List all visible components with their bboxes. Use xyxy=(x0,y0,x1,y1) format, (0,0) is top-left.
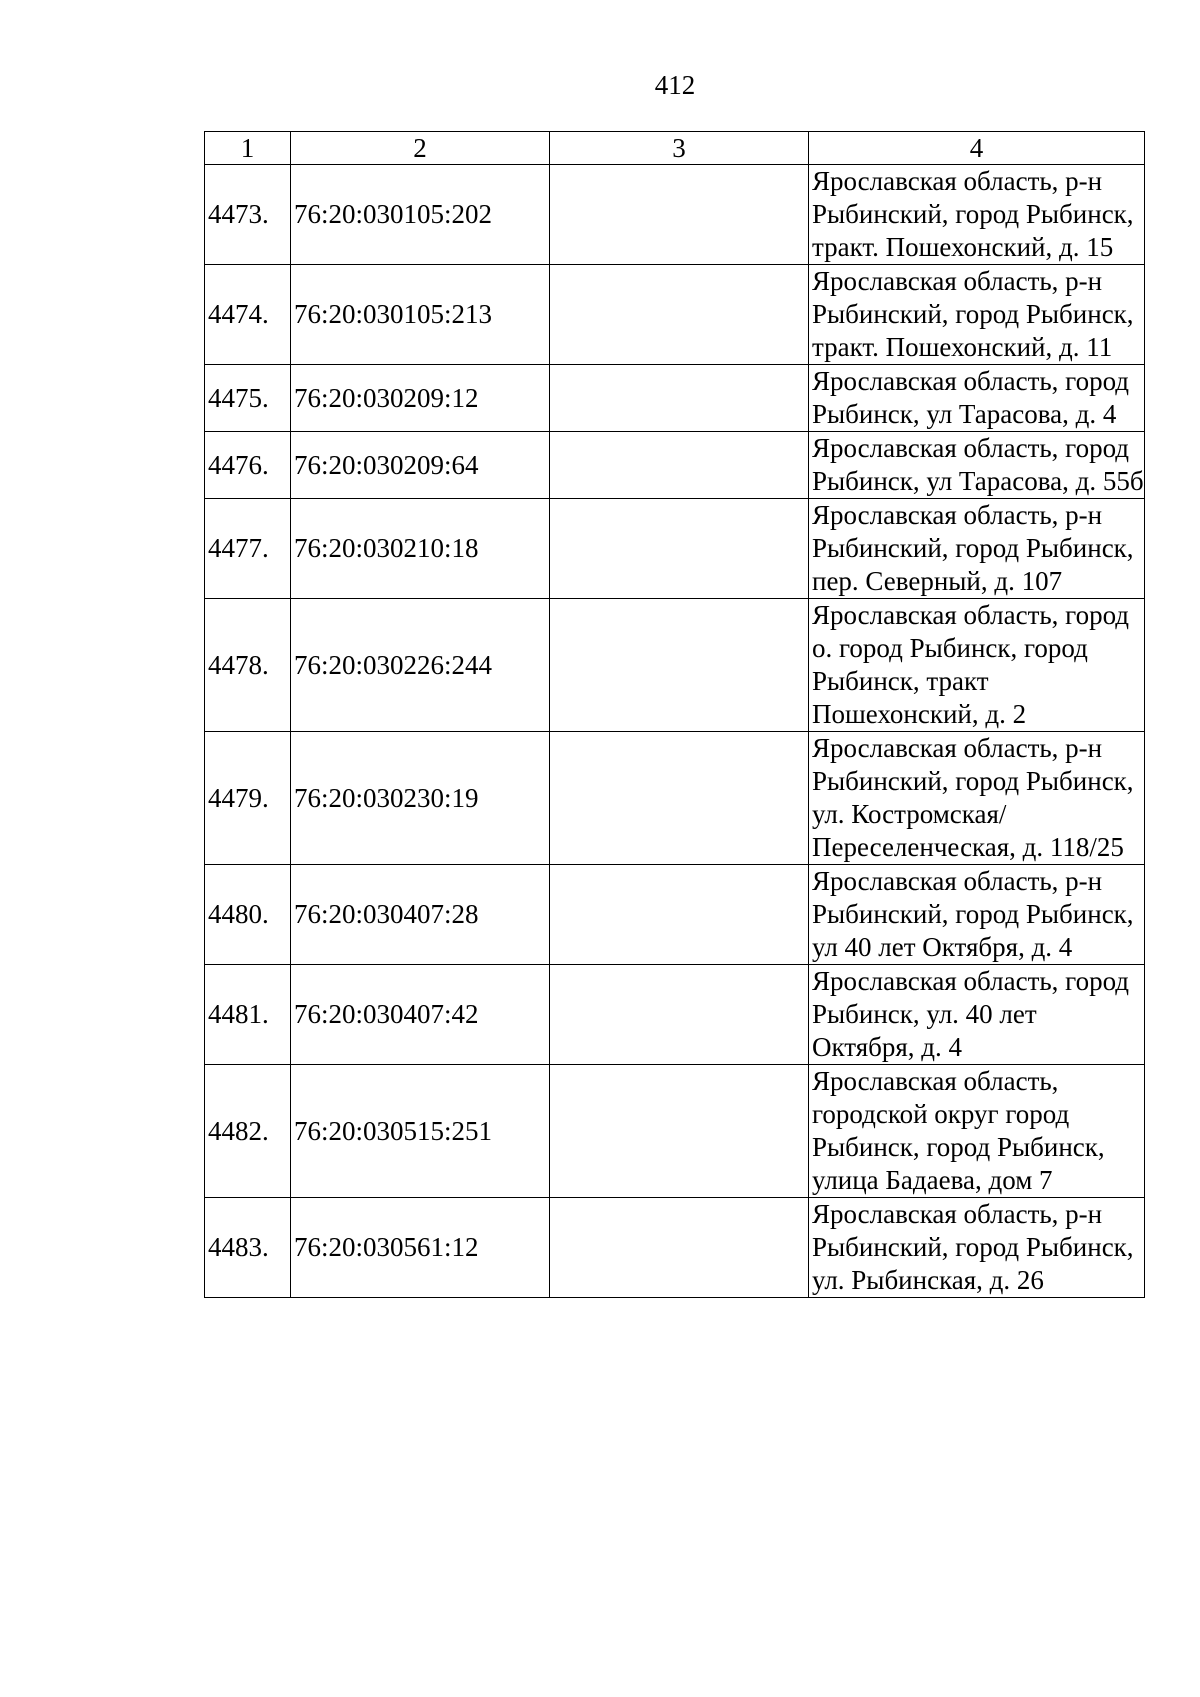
empty-cell xyxy=(550,865,809,965)
empty-cell xyxy=(550,732,809,865)
table-row xyxy=(205,732,1145,865)
cadastral-number: 76:20:030230:19 xyxy=(291,732,550,865)
table-row xyxy=(205,1198,1145,1298)
row-number: 4481. xyxy=(205,965,291,1065)
cadastral-number: 76:20:030105:202 xyxy=(291,165,550,265)
page-number: 412 xyxy=(654,70,696,100)
cadastral-number: 76:20:030561:12 xyxy=(291,1198,550,1298)
row-number: 4477. xyxy=(205,499,291,599)
row-number: 4476. xyxy=(205,432,291,499)
empty-cell xyxy=(550,1198,809,1298)
header-col-2: 2 xyxy=(291,132,550,165)
address: Ярославская область, город Рыбинск, ул Тарасова, д. 4 xyxy=(809,365,1145,432)
cadastral-number: 76:20:030407:42 xyxy=(291,965,550,1065)
address: Ярославская область, р-н Рыбинский, город Рыбинск, пер. Северный, д. 107 xyxy=(809,499,1145,599)
table-row xyxy=(205,365,1145,432)
table-row xyxy=(205,599,1145,732)
address: Ярославская область, р-н Рыбинский, город Рыбинск, ул. Костромская/Переселенческая, д. 118/25 xyxy=(809,732,1145,865)
empty-cell xyxy=(550,265,809,365)
empty-cell xyxy=(550,432,809,499)
table-row xyxy=(205,1065,1145,1198)
address: Ярославская область, р-н Рыбинский, город Рыбинск, ул. Рыбинская, д. 26 xyxy=(809,1198,1145,1298)
empty-cell xyxy=(550,365,809,432)
cadastral-number: 76:20:030210:18 xyxy=(291,499,550,599)
empty-cell xyxy=(550,499,809,599)
row-number: 4483. xyxy=(205,1198,291,1298)
address: Ярославская область, р-н Рыбинский, город Рыбинск, тракт. Пошехонский, д. 11 xyxy=(809,265,1145,365)
row-number: 4479. xyxy=(205,732,291,865)
header-col-1: 1 xyxy=(205,132,291,165)
row-number: 4474. xyxy=(205,265,291,365)
address: Ярославская область, город Рыбинск, ул. 40 лет Октября, д. 4 xyxy=(809,965,1145,1065)
cadastral-number: 76:20:030105:213 xyxy=(291,265,550,365)
table-row xyxy=(205,432,1145,499)
cadastral-number: 76:20:030209:12 xyxy=(291,365,550,432)
address: Ярославская область, город Рыбинск, ул Тарасова, д. 55б xyxy=(809,432,1145,499)
cadastral-number: 76:20:030226:244 xyxy=(291,599,550,732)
header-col-3: 3 xyxy=(550,132,809,165)
empty-cell xyxy=(550,599,809,732)
row-number: 4473. xyxy=(205,165,291,265)
table-row xyxy=(205,965,1145,1065)
cadastral-number: 76:20:030407:28 xyxy=(291,865,550,965)
row-number: 4475. xyxy=(205,365,291,432)
table-row xyxy=(205,865,1145,965)
registry-table xyxy=(204,131,1145,1298)
table-row xyxy=(205,499,1145,599)
row-number: 4480. xyxy=(205,865,291,965)
cadastral-number: 76:20:030209:64 xyxy=(291,432,550,499)
address: Ярославская область, город о. город Рыбинск, город Рыбинск, тракт Пошехонский, д. 2 xyxy=(809,599,1145,732)
cadastral-number: 76:20:030515:251 xyxy=(291,1065,550,1198)
row-number: 4482. xyxy=(205,1065,291,1198)
table-row xyxy=(205,265,1145,365)
address: Ярославская область, городской округ город Рыбинск, город Рыбинск, улица Бадаева, дом 7 xyxy=(809,1065,1145,1198)
empty-cell xyxy=(550,165,809,265)
table-row xyxy=(205,165,1145,265)
empty-cell xyxy=(550,965,809,1065)
row-number: 4478. xyxy=(205,599,291,732)
address: Ярославская область, р-н Рыбинский, город Рыбинск, ул 40 лет Октября, д. 4 xyxy=(809,865,1145,965)
empty-cell xyxy=(550,1065,809,1198)
header-col-4: 4 xyxy=(809,132,1145,165)
address: Ярославская область, р-н Рыбинский, город Рыбинск, тракт. Пошехонский, д. 15 xyxy=(809,165,1145,265)
table-header-row xyxy=(205,132,1145,165)
